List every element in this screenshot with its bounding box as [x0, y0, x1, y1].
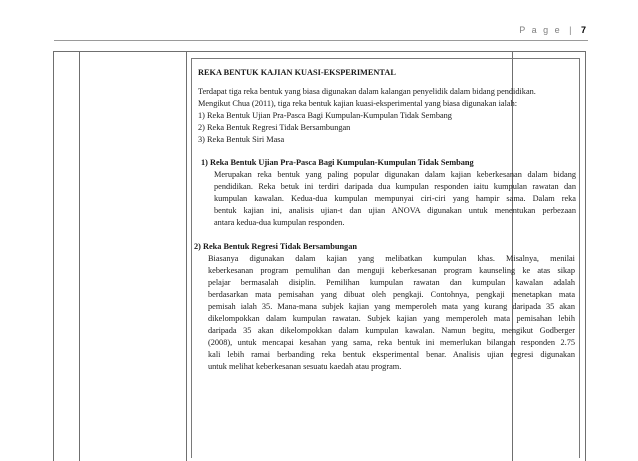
- section2-line: daripada 35 akan dikelompokkan dalam kumpulan kawalan. Namun begitu, mengikut Godberger: [208, 326, 575, 335]
- table-column-divider: [186, 51, 187, 461]
- intro-list-item: 3) Reka Bentuk Siri Masa: [198, 135, 285, 144]
- section1-line: pendidikan. Reka betuk ini terdiri daripada dua kumpulan responden iaitu kumpulan rawatan dan: [214, 182, 576, 191]
- section2-line: kali lebih ramai berbanding reka bentuk eksperimental benar. Analisis ujian regresi digunakan: [208, 350, 575, 359]
- section1-line: bentuk kajian ini, analisis ujian-t dan ujian ANOVA digunakan untuk menentukan perbezaan: [214, 206, 576, 215]
- page-separator: |: [569, 25, 574, 35]
- table-column-divider: [79, 51, 80, 461]
- page-label: P a g e: [519, 25, 562, 35]
- section2-line: berdasarkan mata pemisahan yang dibuat oleh pengkaji. Contohnya, pengkaji menetapkan mata: [208, 290, 575, 299]
- section1-line: kumpulan kawalan. Kedua-dua kumpulan mempunyai ciri-ciri yang hampir sama. Dalam reka: [214, 194, 576, 203]
- section2-line: (2008), untuk mencapai kesahan yang sama, reka bentuk ini memerlukan bilangan responden 2.75: [208, 338, 575, 347]
- section2-line: pemisah ialah 35. Mana-mana subjek kajian yang memperoleh mata yang kurang daripada 35 akan: [208, 302, 575, 311]
- section2-line: untuk melihat keberkesanan sesuatu kaedah atau program.: [208, 362, 402, 371]
- page-number: 7: [580, 25, 586, 35]
- section2-line: dikelompokkan dalam kumpulan rawatan. Subjek kajian yang memperoleh mata pemisahan lebih: [208, 314, 575, 323]
- section2-line: Biasanya digunakan dalam kajian yang melibatkan kumpulan khas. Misalnya, menilai: [208, 254, 575, 263]
- section1-line: antara kedua-dua kumpulan responden.: [214, 218, 345, 227]
- intro-line: Mengikut Chua (2011), tiga reka bentuk kajian kuasi-eksperimental yang biasa digunakan ialah:: [198, 99, 518, 108]
- section2-line: keberkesanan program pemulihan dan menguji keberkesanan program kaunseling ke atas sikap: [208, 266, 575, 275]
- intro-list-item: 2) Reka Bentuk Regresi Tidak Bersambungan: [198, 123, 351, 132]
- intro-list-item: 1) Reka Bentuk Ujian Pra-Pasca Bagi Kumpulan-Kumpulan Tidak Sembang: [198, 111, 452, 120]
- section1-heading: 1) Reka Bentuk Ujian Pra-Pasca Bagi Kumpulan-Kumpulan Tidak Sembang: [201, 158, 474, 167]
- section-title: REKA BENTUK KAJIAN KUASI-EKSPERIMENTAL: [198, 68, 396, 77]
- section2-line: pelajar bermasalah disiplin. Pemilihan kumpulan rawatan dan kumpulan kawalan adalah: [208, 278, 575, 287]
- section2-heading: 2) Reka Bentuk Regresi Tidak Bersambungan: [194, 242, 357, 251]
- page-header: [519, 25, 586, 35]
- intro-line: Terdapat tiga reka bentuk yang biasa digunakan dalam kalangan penyelidik dalam bidang pendidikan.: [198, 87, 536, 96]
- header-rule: [54, 40, 588, 41]
- section1-line: Merupakan reka bentuk yang paling popular digunakan dalam kajian keberkesanan dalam bidang: [214, 170, 576, 179]
